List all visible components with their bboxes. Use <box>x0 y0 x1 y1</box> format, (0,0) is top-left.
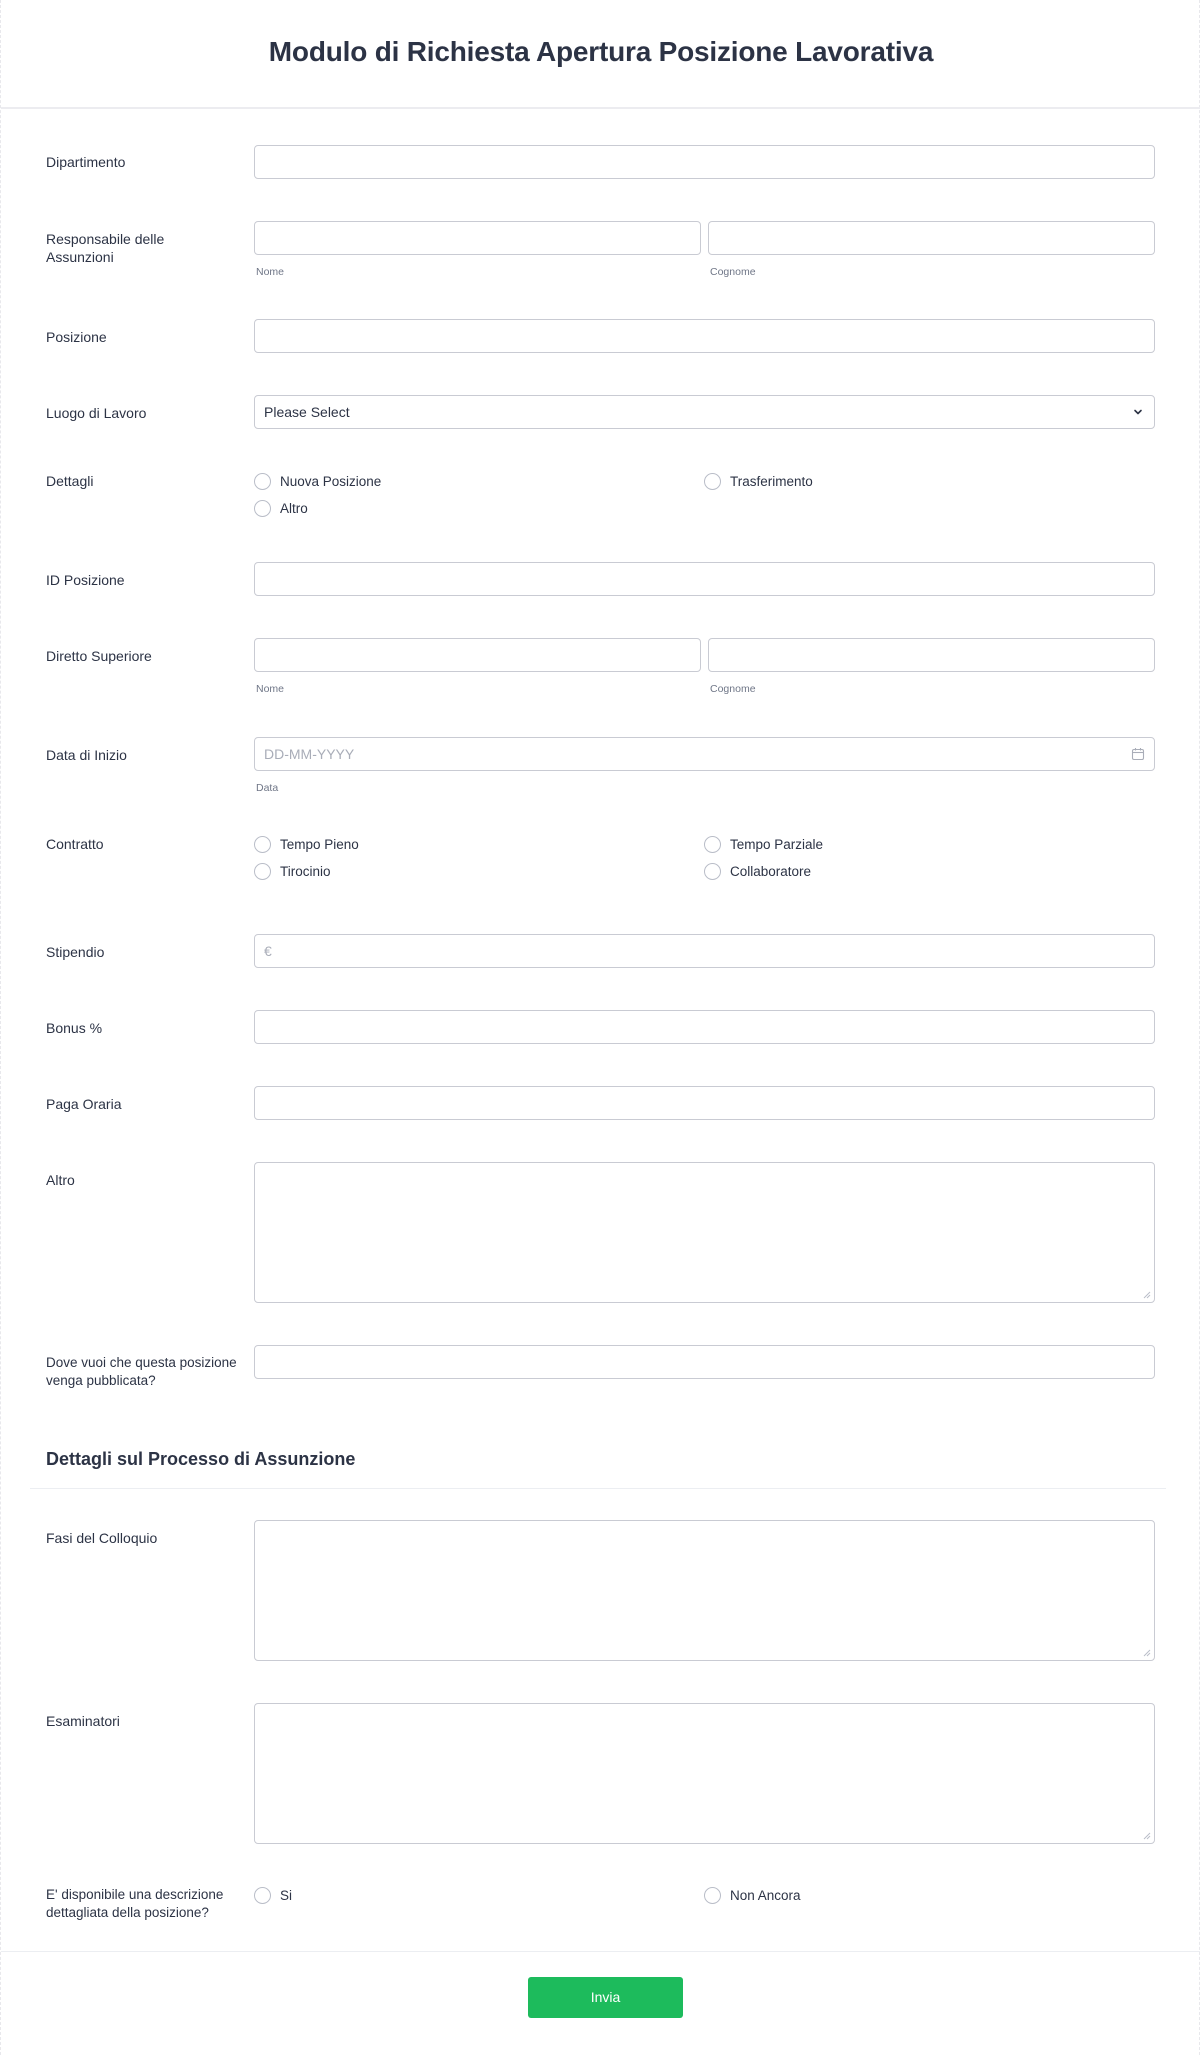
label-responsabile: Responsabile delle Assunzioni <box>46 231 165 265</box>
section-heading: Dettagli sul Processo di Assunzione <box>46 1449 356 1469</box>
radio-label: Altro <box>280 500 308 516</box>
date-placeholder: DD-MM-YYYY <box>264 746 355 762</box>
label-dipartimento: Dipartimento <box>46 154 126 170</box>
superiore-last-name-input[interactable] <box>708 638 1155 672</box>
posizione-input[interactable] <box>254 319 1155 353</box>
radio-circle[interactable] <box>254 473 271 490</box>
responsabile-first-name-input[interactable] <box>254 221 701 255</box>
responsabile-last-name-input[interactable] <box>708 221 1155 255</box>
label-descrizione: E' disponibile una descrizione dettagliata della posizione? <box>46 1887 224 1920</box>
luogo-select[interactable] <box>254 395 1155 429</box>
radio-circle[interactable] <box>254 500 271 517</box>
radio-label: Tempo Pieno <box>280 836 359 852</box>
radio-label: Nuova Posizione <box>280 473 382 489</box>
radio-label: Tirocinio <box>280 863 331 879</box>
label-stipendio: Stipendio <box>46 944 105 960</box>
radio-non-ancora[interactable] <box>704 1885 801 1905</box>
radio-tempo-parziale[interactable] <box>704 834 823 854</box>
radio-nuova-posizione[interactable] <box>254 471 381 491</box>
label-paga-oraria: Paga Oraria <box>46 1096 122 1112</box>
radio-tirocinio[interactable] <box>254 861 331 881</box>
responsabile-first-sublabel: Nome <box>256 266 285 278</box>
label-bonus: Bonus % <box>46 1020 103 1036</box>
fasi-colloquio-textarea[interactable] <box>254 1520 1155 1661</box>
radio-circle[interactable] <box>254 863 271 880</box>
radio-label: Tempo Parziale <box>730 836 824 852</box>
radio-label: Collaboratore <box>730 863 812 879</box>
altro-textarea[interactable] <box>254 1162 1155 1303</box>
radio-circle[interactable] <box>254 1887 271 1904</box>
label-data-inizio: Data di Inizio <box>46 747 127 763</box>
label-esaminatori: Esaminatori <box>46 1713 120 1729</box>
label-diretto-superiore: Diretto Superiore <box>46 648 152 664</box>
radio-label: Si <box>280 1887 293 1903</box>
label-id-posizione: ID Posizione <box>46 572 125 588</box>
calendar-icon[interactable] <box>1131 747 1145 761</box>
data-sublabel: Data <box>256 782 279 794</box>
radio-si[interactable] <box>254 1885 292 1905</box>
paga-oraria-input[interactable] <box>254 1086 1155 1120</box>
resize-handle-icon[interactable] <box>1143 1291 1151 1299</box>
section-divider <box>30 1488 1166 1489</box>
label-fasi-colloquio: Fasi del Colloquio <box>46 1530 158 1546</box>
radio-circle[interactable] <box>704 473 721 490</box>
dipartimento-input[interactable] <box>254 145 1155 179</box>
form-header <box>1 0 1200 109</box>
label-posizione: Posizione <box>46 329 107 345</box>
label-pubblicazione: Dove vuoi che questa posizione venga pubblicata? <box>46 1355 237 1388</box>
label-dettagli: Dettagli <box>46 473 94 489</box>
radio-collaboratore[interactable] <box>704 861 811 881</box>
responsabile-last-sublabel: Cognome <box>710 266 756 278</box>
form-title: Modulo di Richiesta Apertura Posizione Lavorativa <box>268 36 934 67</box>
resize-handle-icon[interactable] <box>1143 1649 1151 1657</box>
footer-divider <box>1 1951 1200 1952</box>
radio-trasferimento[interactable] <box>704 471 813 491</box>
chevron-down-icon <box>1132 406 1144 418</box>
superiore-first-sublabel: Nome <box>256 683 285 695</box>
data-inizio-input[interactable] <box>254 737 1155 771</box>
submit-button[interactable]: Invia <box>528 1977 683 2018</box>
luogo-selected-value: Please Select <box>264 404 350 420</box>
euro-placeholder: € <box>264 943 272 959</box>
label-luogo: Luogo di Lavoro <box>46 405 147 421</box>
radio-circle[interactable] <box>704 1887 721 1904</box>
esaminatori-textarea[interactable] <box>254 1703 1155 1844</box>
radio-circle[interactable] <box>704 863 721 880</box>
id-posizione-input[interactable] <box>254 562 1155 596</box>
radio-label: Non Ancora <box>730 1887 801 1903</box>
radio-altro[interactable] <box>254 498 308 518</box>
superiore-last-sublabel: Cognome <box>710 683 756 695</box>
label-contratto: Contratto <box>46 836 104 852</box>
pubblicazione-input[interactable] <box>254 1345 1155 1379</box>
radio-circle[interactable] <box>254 836 271 853</box>
superiore-first-name-input[interactable] <box>254 638 701 672</box>
stipendio-input[interactable] <box>254 934 1155 968</box>
bonus-input[interactable] <box>254 1010 1155 1044</box>
radio-label: Trasferimento <box>730 473 813 489</box>
radio-circle[interactable] <box>704 836 721 853</box>
label-altro: Altro <box>46 1172 75 1188</box>
radio-tempo-pieno[interactable] <box>254 834 359 854</box>
resize-handle-icon[interactable] <box>1143 1832 1151 1840</box>
